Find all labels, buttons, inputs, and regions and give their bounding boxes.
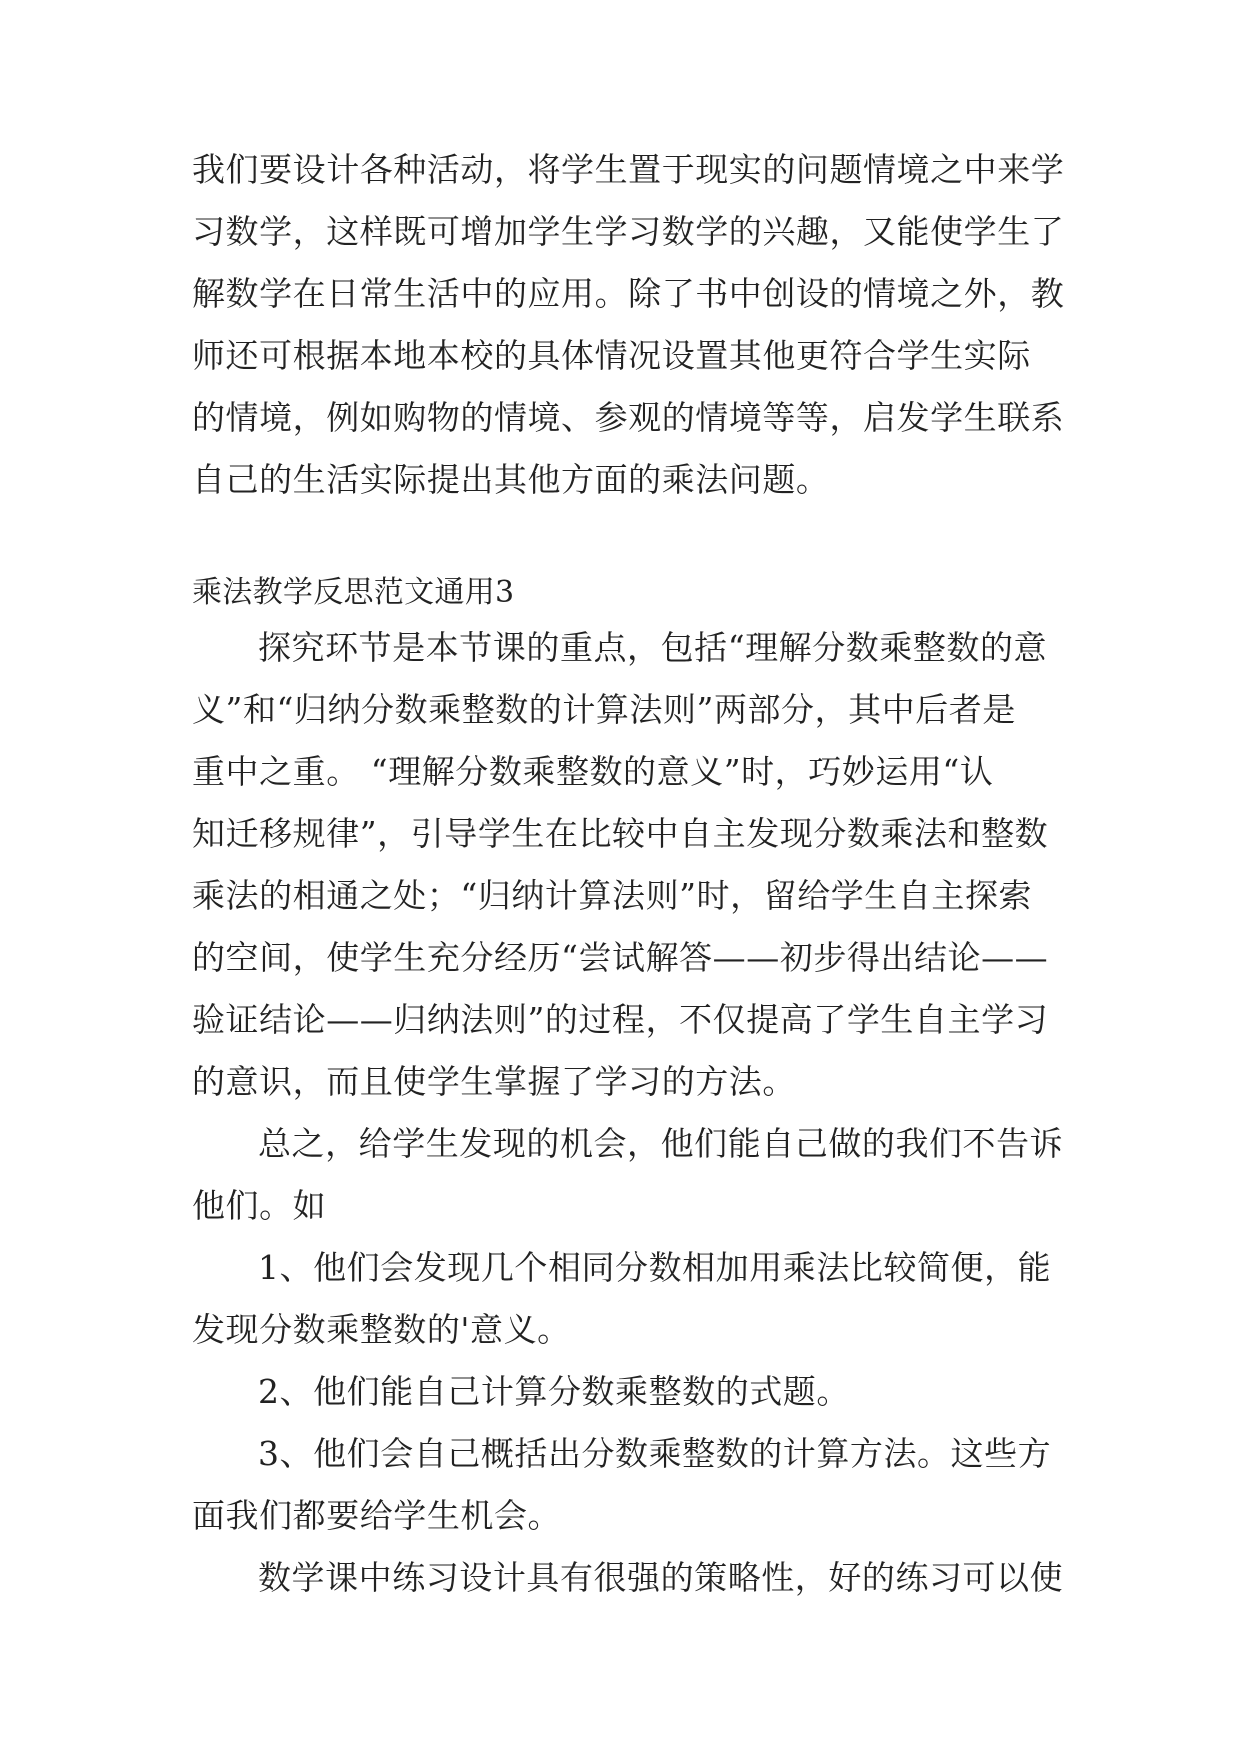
section-title: 乘法教学反思范文通用3 [192, 575, 515, 610]
paragraph-1-line-6: 自己的生活实际提出其他方面的乘法问题。 [192, 460, 830, 499]
paragraph-1-line-2: 习数学，这样既可增加学生学习数学的兴趣，又能使学生了 [192, 212, 1065, 251]
list-item-3-line-1: 3、他们会自己概括出分数乘整数的计算方法。这些方 [258, 1434, 1052, 1473]
paragraph-2-line-3: 重中之重。 “理解分数乘整数的意义”时，巧妙运用“认 [192, 752, 994, 791]
paragraph-1-line-5: 的情境，例如购物的情境、参观的情境等等，启发学生联系 [192, 398, 1065, 437]
paragraph-2-line-8: 的意识，而且使学生掌握了学习的方法。 [192, 1062, 796, 1101]
list-item-2-line-1: 2、他们能自己计算分数乘整数的式题。 [258, 1372, 850, 1411]
paragraph-1-line-1: 我们要设计各种活动，将学生置于现实的问题情境之中来学 [192, 150, 1065, 189]
paragraph-2-line-2: 义”和“归纳分数乘整数的计算法则”两部分，其中后者是 [192, 690, 1016, 729]
paragraph-1-line-4: 师还可根据本地本校的具体情况设置其他更符合学生实际 [192, 336, 1031, 375]
paragraph-3-line-1: 总之，给学生发现的机会，他们能自己做的我们不告诉 [258, 1124, 1064, 1163]
paragraph-2-line-7: 验证结论——归纳法则”的过程，不仅提高了学生自主学习 [192, 1000, 1049, 1039]
list-item-3-line-2: 面我们都要给学生机会。 [192, 1496, 562, 1535]
paragraph-3-line-2: 他们。如 [192, 1186, 327, 1225]
paragraph-2-line-4: 知迁移规律”，引导学生在比较中自主发现分数乘法和整数 [192, 814, 1049, 853]
paragraph-4-line-1: 数学课中练习设计具有很强的策略性，好的练习可以使 [258, 1558, 1064, 1597]
paragraph-2-line-1: 探究环节是本节课的重点，包括“理解分数乘整数的意 [258, 628, 1048, 667]
paragraph-2-line-5: 乘法的相通之处；“归纳计算法则”时，留给学生自主探索 [192, 876, 1033, 915]
paragraph-2-line-6: 的空间，使学生充分经历“尝试解答——初步得出结论—— [192, 938, 1049, 977]
list-item-1-line-2: 发现分数乘整数的'意义。 [192, 1310, 571, 1349]
list-item-1-line-1: 1、他们会发现几个相同分数相加用乘法比较简便，能 [258, 1248, 1052, 1287]
paragraph-1-line-3: 解数学在日常生活中的应用。除了书中创设的情境之外，教 [192, 274, 1065, 313]
